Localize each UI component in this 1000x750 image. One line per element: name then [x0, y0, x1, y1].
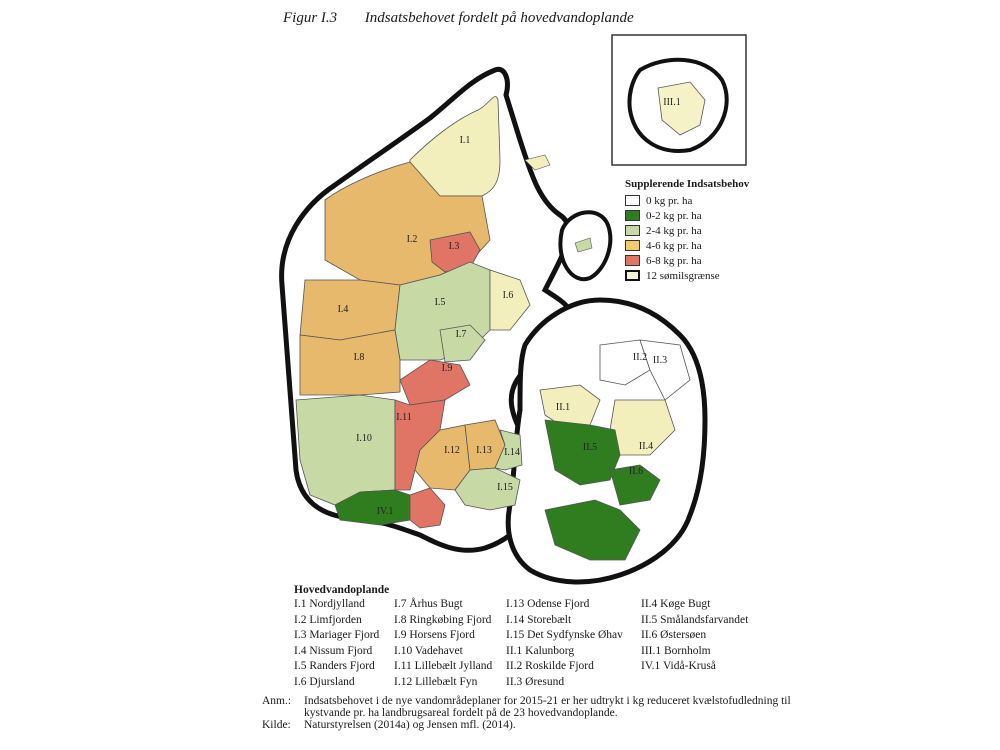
index-entry: III.1 Bornholm: [641, 644, 711, 657]
region-label-II.1: II.1: [555, 402, 571, 413]
index-entry: I.12 Lillebælt Fyn: [394, 675, 478, 688]
region-label-II.3: II.3: [652, 355, 668, 366]
legend-item: [625, 268, 749, 283]
index-entry: I.8 Ringkøbing Fjord: [394, 613, 492, 626]
index-column: [394, 598, 506, 691]
region-label-I.7: I.7: [455, 329, 467, 340]
region-label-III.1: III.1: [663, 97, 681, 108]
region-I.8[interactable]: [300, 330, 400, 395]
note-kilde-text: Naturstyrelsen (2014a) og Jensen mfl. (2014).: [304, 719, 516, 731]
index-entry: I.1 Nordjylland: [294, 598, 365, 610]
index-entry: I.4 Nissum Fjord: [294, 644, 373, 657]
figure-notes: [262, 695, 962, 731]
index-entry: I.2 Limfjorden: [294, 613, 362, 626]
region-label-II.2: II.2: [632, 352, 648, 363]
region-label-I.5: I.5: [434, 297, 446, 308]
region-label-I.1: I.1: [459, 135, 471, 146]
region-label-I.2: I.2: [406, 234, 418, 245]
figure-number: Figur I.3: [283, 10, 338, 26]
region-I.4[interactable]: [300, 280, 400, 340]
region-I.10[interactable]: [296, 395, 395, 505]
legend-item: [625, 208, 749, 223]
note-anm-label: Anm.:: [262, 695, 292, 707]
legend: [625, 178, 749, 283]
index-entry: I.5 Randers Fjord: [294, 660, 375, 672]
legend-title: Supplerende Indsatsbehov: [625, 178, 750, 190]
index-entry: II.2 Roskilde Fjord: [506, 660, 594, 672]
note-kilde-label: Kilde:: [262, 719, 291, 731]
region-label-II.6: II.6: [628, 466, 644, 477]
figure-heading: Indsatsbehovet fordelt på hovedvandoplande: [364, 10, 634, 26]
index-column: [294, 598, 394, 691]
region-label-I.11: I.11: [396, 412, 412, 423]
index-entry: IV.1 Vidå-Kruså: [641, 660, 716, 672]
legend-label: 2-4 kg pr. ha: [646, 224, 702, 237]
region-label-I.12: I.12: [444, 445, 460, 456]
region-label-II.4: II.4: [638, 441, 654, 452]
legend-label: 0 kg pr. ha: [646, 194, 693, 207]
region-label-I.9: I.9: [441, 363, 453, 374]
index-entry: I.10 Vadehavet: [394, 644, 463, 657]
index-entry: I.6 Djursland: [294, 675, 355, 688]
region-label-IV.1: IV.1: [376, 506, 394, 517]
index-entry: I.9 Horsens Fjord: [394, 629, 475, 641]
legend-swatch: [625, 255, 640, 266]
legend-swatch: [625, 270, 640, 281]
index-entry: I.7 Århus Bugt: [394, 598, 463, 610]
legend-item: [625, 223, 749, 238]
region-label-II.5: II.5: [582, 442, 598, 453]
note-kilde: [262, 719, 962, 731]
legend-label: 12 sømilsgrænse: [646, 269, 720, 282]
index-entry: II.4 Køge Bugt: [641, 598, 711, 610]
region-label-I.6: I.6: [502, 290, 514, 301]
index-column: [641, 598, 751, 691]
region-label-I.10: I.10: [356, 433, 372, 444]
region-label-I.3: I.3: [448, 241, 460, 252]
legend-label: 6-8 kg pr. ha: [646, 254, 702, 267]
index-entry: I.11 Lillebælt Jylland: [394, 660, 493, 672]
legend-label: 4-6 kg pr. ha: [646, 239, 702, 252]
index-entry: I.13 Odense Fjord: [506, 598, 590, 610]
index-entry: II.3 Øresund: [506, 675, 565, 688]
region-label-I.15: I.15: [497, 482, 513, 493]
legend-swatch: [625, 210, 640, 221]
region-label-I.8: I.8: [353, 352, 365, 363]
index-column: [506, 598, 641, 691]
legend-label: 0-2 kg pr. ha: [646, 209, 702, 222]
legend-swatch: [625, 225, 640, 236]
index-entry: II.5 Smålandsfarvandet: [641, 613, 749, 626]
note-anm: [262, 695, 962, 719]
index-title: Hovedvandoplande: [294, 584, 390, 596]
region-label-I.13: I.13: [476, 445, 492, 456]
note-anm-text: Indsatsbehovet i de nye vandområdeplaner for 2015-21 er her udtrykt i kg reduceret kvælstofudledning til kystvande pr. ha landbrugsareal fordelt på de 23 hovedvandoplande.: [304, 695, 791, 719]
index-entry: I.15 Det Sydfynske Øhav: [506, 629, 623, 641]
index-entry: II.6 Østersøen: [641, 629, 707, 641]
region-label-I.14: I.14: [504, 447, 520, 458]
region-label-I.4: I.4: [337, 304, 349, 315]
legend-swatch: [625, 240, 640, 251]
legend-item: [625, 193, 749, 208]
legend-swatch: [625, 195, 640, 206]
legend-item: [625, 238, 749, 253]
index-entry: I.14 Storebælt: [506, 613, 572, 626]
index-entry: I.3 Mariager Fjord: [294, 629, 380, 641]
legend-item: [625, 253, 749, 268]
index-entry: II.1 Kalunborg: [506, 644, 575, 657]
catchment-index: [294, 584, 751, 691]
